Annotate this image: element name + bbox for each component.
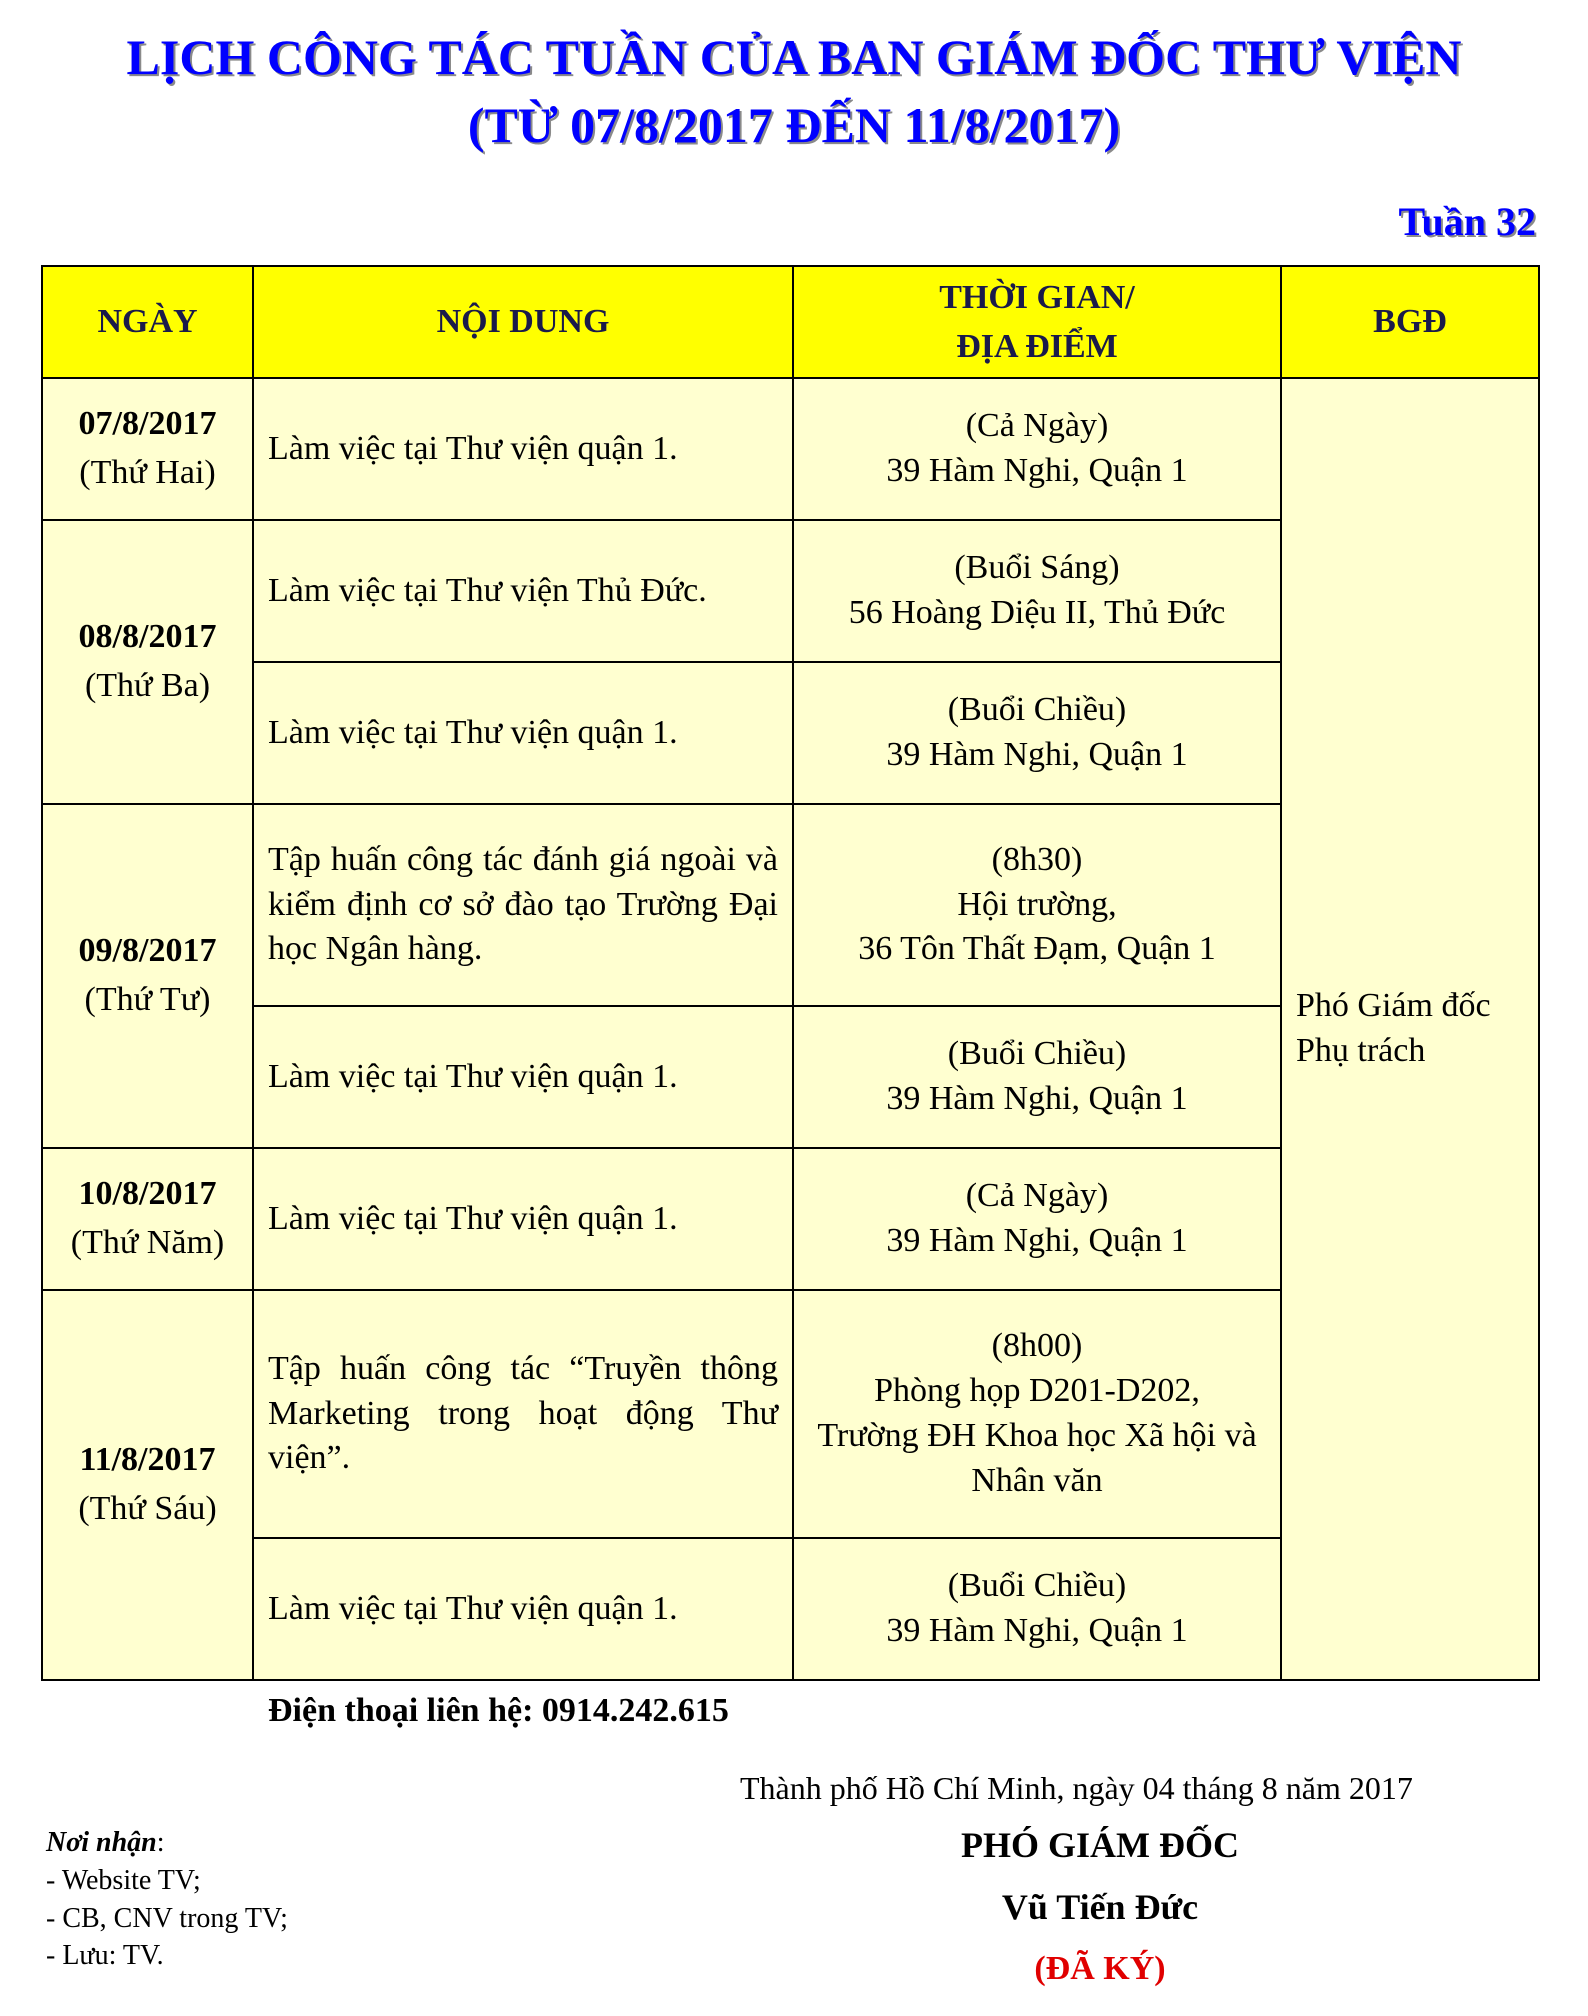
bgd-line2: Phụ trách [1296, 1032, 1426, 1069]
contact-phone: Điện thoại liên hệ: 0914.242.615 [268, 1692, 729, 1729]
recipient-item: - Website TV; [46, 1864, 201, 1896]
time-line: (Cả Ngày) [965, 1177, 1109, 1215]
document-date-range: (TỪ 07/8/2017 ĐẾN 11/8/2017) [467, 97, 1121, 153]
document-title: LỊCH CÔNG TÁC TUẦN CỦA BAN GIÁM ĐỐC THƯ VIỆN [126, 29, 1462, 85]
table-row [42, 378, 1539, 520]
content-cell: Làm việc tại Thư viện Thủ Đức. [253, 520, 793, 662]
location-line: Trường ĐH Khoa học Xã hội và Nhân văn [817, 1417, 1257, 1499]
time-location-cell [793, 1148, 1281, 1290]
time-line: (Buổi Chiều) [947, 691, 1127, 729]
content-cell: Tập huấn công tác “Truyền thông Marketing trong hoạt động Thư viện”. [253, 1290, 793, 1538]
place-and-date: Thành phố Hồ Chí Minh, ngày 04 tháng 8 năm 2017 [740, 1770, 1413, 1806]
time-line: (8h30) [991, 840, 1083, 878]
time-location-cell [793, 1538, 1281, 1680]
day-cell [42, 520, 253, 804]
time-location-cell [793, 662, 1281, 804]
content-cell: Làm việc tại Thư viện quận 1. [253, 1538, 793, 1680]
time-location-cell [793, 520, 1281, 662]
time-location-cell [793, 378, 1281, 520]
recipient-item: - CB, CNV trong TV; [46, 1902, 288, 1934]
recipient-item: - Lưu: TV. [46, 1940, 164, 1972]
day-cell [42, 1290, 253, 1680]
day-date: 07/8/2017 [78, 405, 217, 443]
recipients-colon: : [156, 1827, 165, 1858]
content-cell: Làm việc tại Thư viện quận 1. [253, 378, 793, 520]
recipients-heading [46, 1827, 165, 1858]
time-line: (Buổi Chiều) [947, 1035, 1127, 1073]
day-weekday: (Thứ Hai) [79, 454, 216, 491]
location-line: 39 Hàm Nghi, Quận 1 [886, 1080, 1188, 1117]
content-cell: Làm việc tại Thư viện quận 1. [253, 1006, 793, 1148]
signer-role: PHÓ GIÁM ĐỐC [961, 1825, 1239, 1865]
day-date: 09/8/2017 [78, 932, 217, 970]
location-line: 39 Hàm Nghi, Quận 1 [886, 1222, 1188, 1259]
day-cell [42, 804, 253, 1148]
time-line: (8h00) [991, 1327, 1083, 1365]
location-line: 56 Hoàng Diệu II, Thủ Đức [848, 594, 1226, 631]
day-weekday: (Thứ Tư) [84, 981, 211, 1018]
day-date: 10/8/2017 [78, 1175, 217, 1213]
day-weekday: (Thứ Sáu) [78, 1490, 217, 1527]
time-location-cell [793, 804, 1281, 1006]
day-cell [42, 378, 253, 520]
bgd-line1: Phó Giám đốc [1296, 987, 1491, 1025]
location-line: 39 Hàm Nghi, Quận 1 [886, 736, 1188, 773]
header-content: NỘI DUNG [253, 266, 793, 378]
time-location-cell [793, 1006, 1281, 1148]
recipients-label: Nơi nhận [46, 1827, 157, 1858]
week-number: Tuần 32 [1398, 199, 1536, 244]
time-line: (Buổi Sáng) [954, 549, 1120, 587]
table-header-row [42, 266, 1539, 378]
header-time-line2: ĐỊA ĐIỂM [956, 328, 1118, 365]
day-weekday: (Thứ Năm) [70, 1224, 225, 1261]
time-location-cell [793, 1290, 1281, 1538]
day-weekday: (Thứ Ba) [84, 667, 211, 704]
day-date: 08/8/2017 [78, 618, 217, 656]
time-line: (Buổi Chiều) [947, 1567, 1127, 1605]
day-date: 11/8/2017 [79, 1441, 216, 1479]
content-cell: Tập huấn công tác đánh giá ngoài và kiểm định cơ sở đào tạo Trường Đại học Ngân hàng. [253, 804, 793, 1006]
location-line: 36 Tôn Thất Đạm, Quận 1 [858, 930, 1216, 968]
location-line: 39 Hàm Nghi, Quận 1 [886, 1612, 1188, 1649]
day-cell [42, 1148, 253, 1290]
recipients-block [46, 1824, 288, 1975]
signed-note: (ĐÃ KÝ) [1034, 1950, 1166, 1987]
content-cell: Làm việc tại Thư viện quận 1. [253, 662, 793, 804]
header-bgd: BGĐ [1281, 266, 1539, 378]
content-cell: Làm việc tại Thư viện quận 1. [253, 1148, 793, 1290]
schedule-table [41, 265, 1540, 1681]
location-line: Hội trường, [957, 885, 1117, 923]
location-line: 39 Hàm Nghi, Quận 1 [886, 452, 1188, 489]
header-time-line1: THỜI GIAN/ [939, 278, 1135, 316]
location-line: Phòng họp D201-D202, [874, 1372, 1200, 1410]
header-day: NGÀY [42, 266, 253, 378]
signer-name: Vũ Tiến Đức [1001, 1887, 1199, 1927]
header-time-location [793, 266, 1281, 378]
bgd-cell [1281, 378, 1539, 1680]
time-line: (Cả Ngày) [965, 407, 1109, 445]
